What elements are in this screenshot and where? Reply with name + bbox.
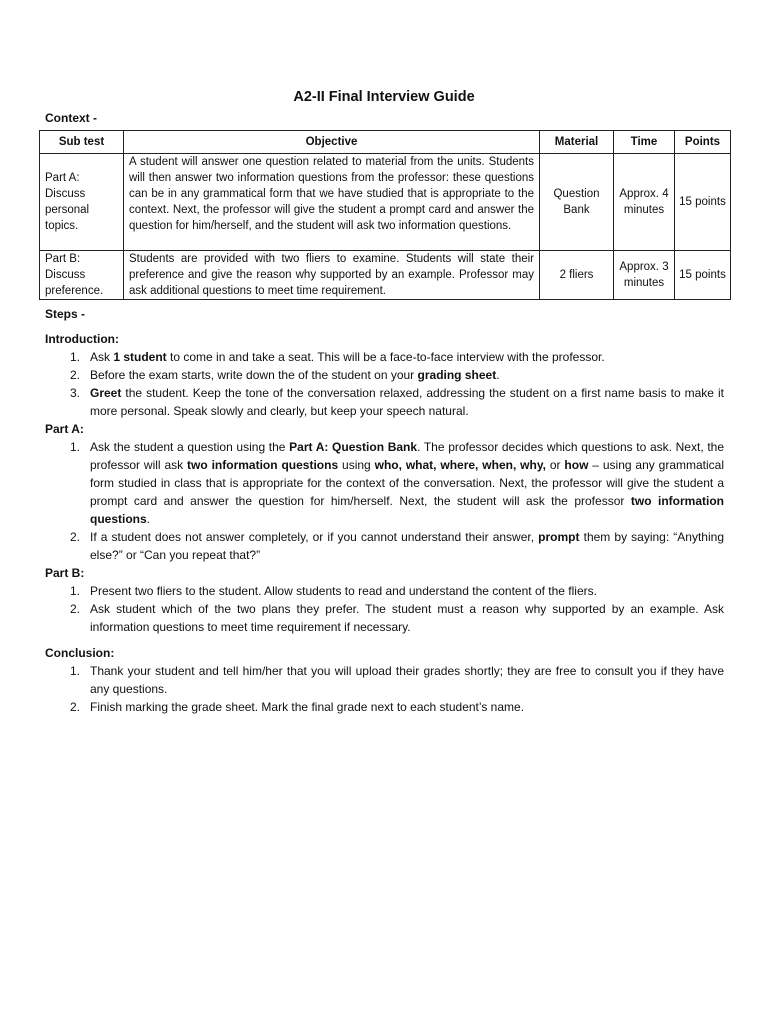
item-text: Before the exam starts, write down the of the student on your grading sheet.: [90, 368, 500, 382]
item-text: Present two fliers to the student. Allow students to read and understand the content of the fliers.: [90, 584, 597, 598]
item-number: 2.: [69, 700, 80, 714]
item-text: Ask the student a question using the Part A: Question Bank. The professor decides which questions to ask. Next, the professor will ask two information questions using who, what, where, when, why, or how – using any grammatical form studied in class that is appropriate for the context of the conversation. Next, the professor will give the student a prompt card and answer the question for him/herself. Next, the student will ask the professor two information questions.: [90, 440, 725, 526]
list-item: [45, 366, 724, 384]
cell-material: 2 fliers: [540, 251, 614, 300]
header-material: Material: [540, 131, 614, 154]
conclusion-list: [45, 662, 724, 716]
cell-time: Approx. 3 minutes: [614, 251, 675, 300]
part-b-heading: Part B:: [45, 566, 85, 580]
header-objective: Objective: [124, 131, 540, 154]
context-label: Context -: [45, 111, 97, 125]
part-a-heading: Part A:: [45, 422, 84, 436]
item-number: 2.: [69, 530, 80, 544]
list-item: [45, 698, 724, 716]
list-item: [45, 348, 724, 366]
introduction-list: [45, 348, 724, 420]
cell-points: 15 points: [675, 251, 731, 300]
item-number: 1.: [69, 350, 80, 364]
list-item: [45, 438, 724, 528]
item-text: Ask 1 student to come in and take a seat. This will be a face-to-face interview with the professor.: [90, 350, 605, 364]
item-text: Finish marking the grade sheet. Mark the final grade next to each student’s name.: [90, 700, 525, 714]
part-b-list: [45, 582, 724, 636]
header-time: Time: [614, 131, 675, 154]
interview-table: [39, 130, 731, 300]
header-subtest: Sub test: [40, 131, 124, 154]
cell-objective: A student will answer one question related to material from the units. Students will then answer two information questions from the professor: these questions can be in any grammatical form that we have studied that is appropriate to the context. Next, the professor will give the student a prompt card and answer the question for him/herself, and the student will ask two information questions.: [124, 154, 540, 251]
item-text: Ask student which of the two plans they prefer. The student must a reason why supported by an example. Ask information questions to meet time requirement if necessary.: [90, 602, 724, 634]
header-points: Points: [675, 131, 731, 154]
introduction-heading: Introduction:: [45, 332, 119, 346]
steps-label: Steps -: [45, 307, 86, 321]
steps-body: [45, 330, 724, 716]
cell-objective: Students are provided with two fliers to examine. Students will state their preference and give the reason why supported by an example. Professor may ask additional questions to meet time requirement.: [124, 251, 540, 300]
item-text: If a student does not answer completely, or if you cannot understand their answer, prompt them by saying: “Anything else?” or “Can you repeat that?”: [90, 530, 724, 562]
item-number: 1.: [69, 440, 80, 454]
table-row: [40, 251, 731, 300]
part-a-list: [45, 438, 724, 564]
list-item: [45, 662, 724, 698]
conclusion-heading: Conclusion:: [45, 646, 115, 660]
list-item: [45, 582, 724, 600]
item-number: 1.: [69, 584, 80, 598]
item-number: 1.: [69, 664, 80, 678]
list-item: [45, 600, 724, 636]
item-text: Thank your student and tell him/her that you will upload their grades shortly; they are free to consult you if they have any questions.: [90, 664, 724, 696]
list-item: [45, 384, 724, 420]
cell-subtest: Part B: Discuss preference.: [40, 251, 124, 300]
cell-material: Question Bank: [540, 154, 614, 251]
cell-points: 15 points: [675, 154, 731, 251]
list-item: [45, 528, 724, 564]
table-row: [40, 154, 731, 251]
cell-subtest: Part A: Discuss personal topics.: [40, 154, 124, 251]
item-text: Greet the student. Keep the tone of the conversation relaxed, addressing the student on a first name basis to make it more personal. Speak slowly and clearly, but keep your speech natural.: [90, 386, 724, 418]
item-number: 2.: [69, 602, 80, 616]
item-number: 2.: [69, 368, 80, 382]
cell-time: Approx. 4 minutes: [614, 154, 675, 251]
table-header-row: [40, 131, 731, 154]
document-title: A2-II Final Interview Guide: [293, 89, 475, 105]
item-number: 3.: [69, 386, 80, 400]
